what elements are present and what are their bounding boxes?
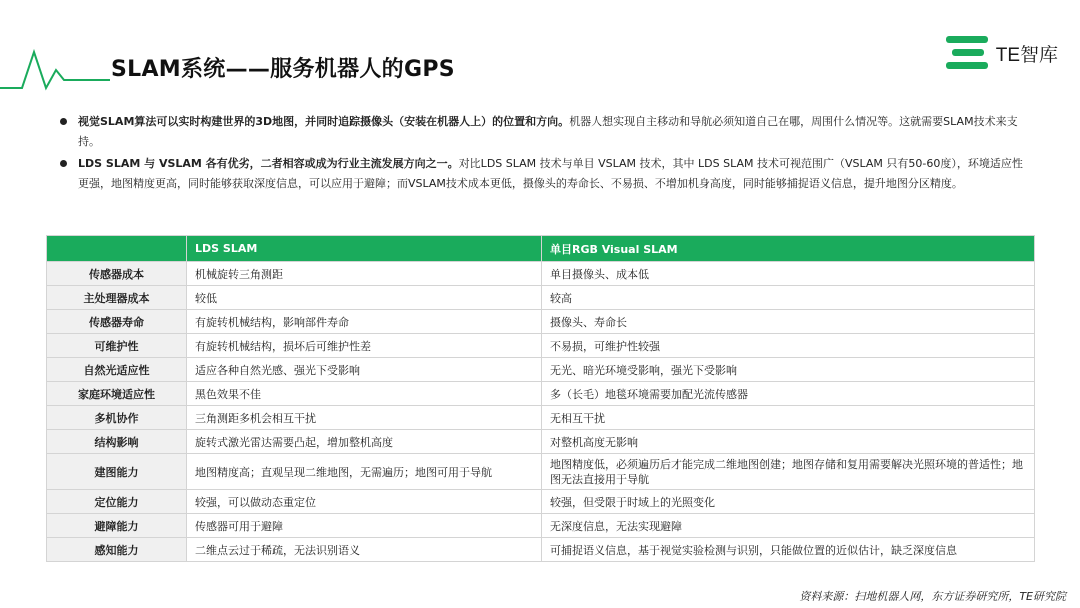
table-cell: 单目摄像头、成本低 <box>542 262 1035 286</box>
table-row <box>47 358 1035 382</box>
bullet-bold-text: LDS SLAM 与 VSLAM 各有优劣，二者相容或成为行业主流发展方向之一。 <box>78 157 459 170</box>
comparison-table <box>46 235 1035 562</box>
table-cell: 摄像头、寿命长 <box>542 310 1035 334</box>
table-row <box>47 310 1035 334</box>
table-row <box>47 406 1035 430</box>
row-header: 可维护性 <box>47 334 187 358</box>
summary-bullets <box>60 112 1030 196</box>
table-cell: 可捕捉语义信息，基于视觉实验检测与识别，只能做位置的近似估计，缺乏深度信息 <box>542 538 1035 562</box>
comparison-table-container <box>46 235 1034 562</box>
row-header: 感知能力 <box>47 538 187 562</box>
row-header: 传感器寿命 <box>47 310 187 334</box>
table-cell: 机械旋转三角测距 <box>187 262 542 286</box>
row-header: 主处理器成本 <box>47 286 187 310</box>
table-header-row <box>47 236 1035 262</box>
table-cell: 较强，可以做动态重定位 <box>187 490 542 514</box>
table-cell: 多（长毛）地毯环境需要加配光流传感器 <box>542 382 1035 406</box>
table-cell: 对整机高度无影响 <box>542 430 1035 454</box>
table-row <box>47 382 1035 406</box>
page-title: SLAM系统——服务机器人的GPS <box>111 57 455 82</box>
table-cell: 较低 <box>187 286 542 310</box>
bullet-text: 对比LDS SLAM 技术与单目 VSLAM 技术，其中 LDS SLAM 技术可视范围广（VSLAM 只有50-60度），环境适应性更强，地图精度更高，同时能够获取深度信息，可以应用于避障；而VSLAM技术成本更低，摄像头的寿命长、不易损、不增加机身高度，同时能够捕捉语义信息，提升地图分区精度。 <box>78 157 1023 190</box>
table-cell: 适应各种自然光感、强光下受影响 <box>187 358 542 382</box>
table-row <box>47 262 1035 286</box>
table-cell: 无深度信息，无法实现避障 <box>542 514 1035 538</box>
row-header: 自然光适应性 <box>47 358 187 382</box>
brand-name: TE智库 <box>995 44 1058 66</box>
row-header: 传感器成本 <box>47 262 187 286</box>
table-row <box>47 514 1035 538</box>
table-cell: 传感器可用于避障 <box>187 514 542 538</box>
table-row <box>47 286 1035 310</box>
row-header: 多机协作 <box>47 406 187 430</box>
table-row <box>47 334 1035 358</box>
table-row <box>47 430 1035 454</box>
table-cell: 较高 <box>542 286 1035 310</box>
table-row <box>47 454 1035 490</box>
table-cell: 旋转式激光雷达需要凸起，增加整机高度 <box>187 430 542 454</box>
bullet-dot-icon <box>60 118 67 125</box>
table-row <box>47 538 1035 562</box>
bullet-bold-text: 视觉SLAM算法可以实时构建世界的3D地图，并同时追踪摄像头（安装在机器人上）的位置和方向。 <box>78 115 570 128</box>
brand-logo <box>946 36 1058 70</box>
row-header: 避障能力 <box>47 514 187 538</box>
table-cell: 不易损，可维护性较强 <box>542 334 1035 358</box>
source-note: 资料来源：扫地机器人网，东方证券研究所，TE研究院 <box>799 590 1066 603</box>
page-header <box>0 0 1080 100</box>
table-cell: 地图精度高；直观呈现二维地图，无需遍历；地图可用于导航 <box>187 454 542 490</box>
te-logo-icon <box>946 36 990 70</box>
table-row <box>47 490 1035 514</box>
table-header-cell: LDS SLAM <box>187 236 542 262</box>
table-cell: 无光、暗光环境受影响，强光下受影响 <box>542 358 1035 382</box>
table-cell: 较强，但受限于时域上的光照变化 <box>542 490 1035 514</box>
table-cell: 地图精度低，必须遍历后才能完成二维地图创建；地图存储和复用需要解决光照环境的普适性；地图无法直接用于导航 <box>542 454 1035 490</box>
table-cell: 三角测距多机会相互干扰 <box>187 406 542 430</box>
row-header: 家庭环境适应性 <box>47 382 187 406</box>
bullet-item <box>60 154 1030 194</box>
table-cell: 无相互干扰 <box>542 406 1035 430</box>
bullet-text: 机器人想实现自主移动和导航必须知道自己在哪，周围什么情况等。这就需要SLAM技术来支持。 <box>78 115 1018 148</box>
table-cell: 有旋转机械结构，损坏后可维护性差 <box>187 334 542 358</box>
table-header-cell <box>47 236 187 262</box>
row-header: 定位能力 <box>47 490 187 514</box>
row-header: 建图能力 <box>47 454 187 490</box>
table-header-cell: 单目RGB Visual SLAM <box>542 236 1035 262</box>
table-cell: 二维点云过于稀疏，无法识别语义 <box>187 538 542 562</box>
table-cell: 黑色效果不佳 <box>187 382 542 406</box>
bullet-item <box>60 112 1030 152</box>
heartbeat-wave-icon <box>0 40 110 95</box>
bullet-dot-icon <box>60 160 67 167</box>
row-header: 结构影响 <box>47 430 187 454</box>
table-cell: 有旋转机械结构，影响部件寿命 <box>187 310 542 334</box>
